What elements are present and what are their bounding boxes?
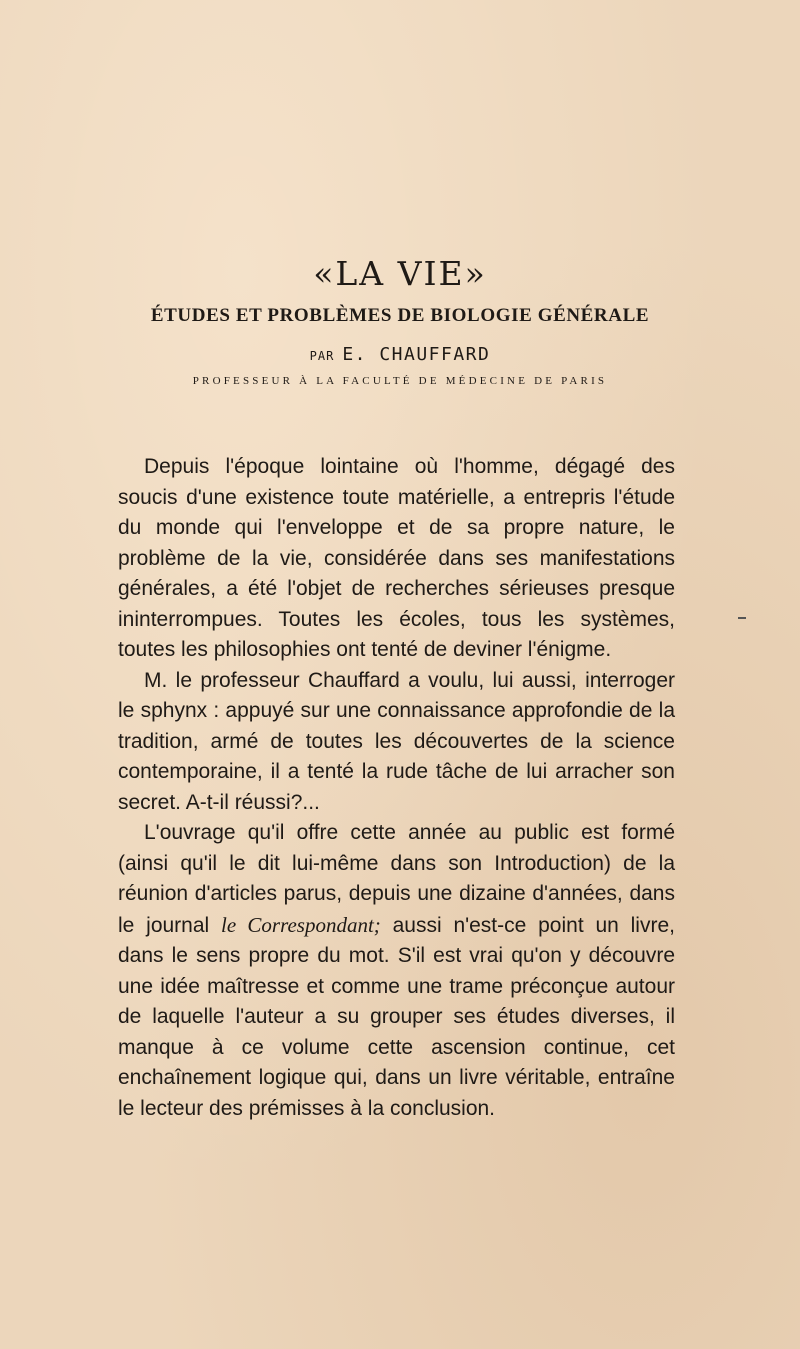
- paragraph: [118, 818, 675, 1124]
- page-title: «LA VIE»: [313, 254, 487, 293]
- journal-title: le Correspondant;: [221, 912, 381, 937]
- body-text: [118, 452, 675, 1124]
- paragraph-text: aussi n'est-ce point un livre, dans le sens propre du mot. S'il est vrai qu'on y découvre une idée maîtresse et comme une trame préconçue autour de laquelle l'auteur a su grouper ses études diverses, il manque à ce volume cette ascension continue, cet enchaînement logique qui, dans un livre véritable, entraîne le lecteur des prémisses à la conclusion.: [118, 913, 675, 1120]
- author-affiliation: PROFESSEUR À LA FACULTÉ DE MÉDECINE DE PARIS: [192, 375, 608, 387]
- author-name: E. CHAUFFARD: [342, 344, 491, 365]
- paragraph: Depuis l'époque lointaine où l'homme, dégagé des soucis d'une existence toute matérielle, a entrepris l'étude du monde qui l'enveloppe et de sa propre nature, le problème de la vie, considérée dans ses manifestations générales, a été l'objet de recherches sérieuses presque ininterrompues. Toutes les écoles, tous les systèmes, toutes les philosophies ont tenté de deviner l'énigme.: [118, 455, 675, 661]
- page-subtitle: ÉTUDES ET PROBLÈMES DE BIOLOGIE GÉNÉRALE: [150, 305, 650, 326]
- margin-mark: [738, 617, 746, 619]
- paragraph: M. le professeur Chauffard a voulu, lui aussi, interroger le sphynx : appuyé sur une connaissance approfondie de la tradition, armé de toutes les découvertes de la science contemporaine, il a tenté la rude tâche de lui arracher son secret. A-t-il réussi?...: [118, 668, 675, 814]
- byline-prefix: PAR: [309, 349, 335, 363]
- paragraph-text: L'ouvrage qu'il offre cette année au public est formé (ainsi qu'il le dit lui-même dans son Introduction) de la réunion d'articles parus, depuis une dizaine d'années, dans le journal: [118, 821, 675, 937]
- byline: [0, 344, 800, 367]
